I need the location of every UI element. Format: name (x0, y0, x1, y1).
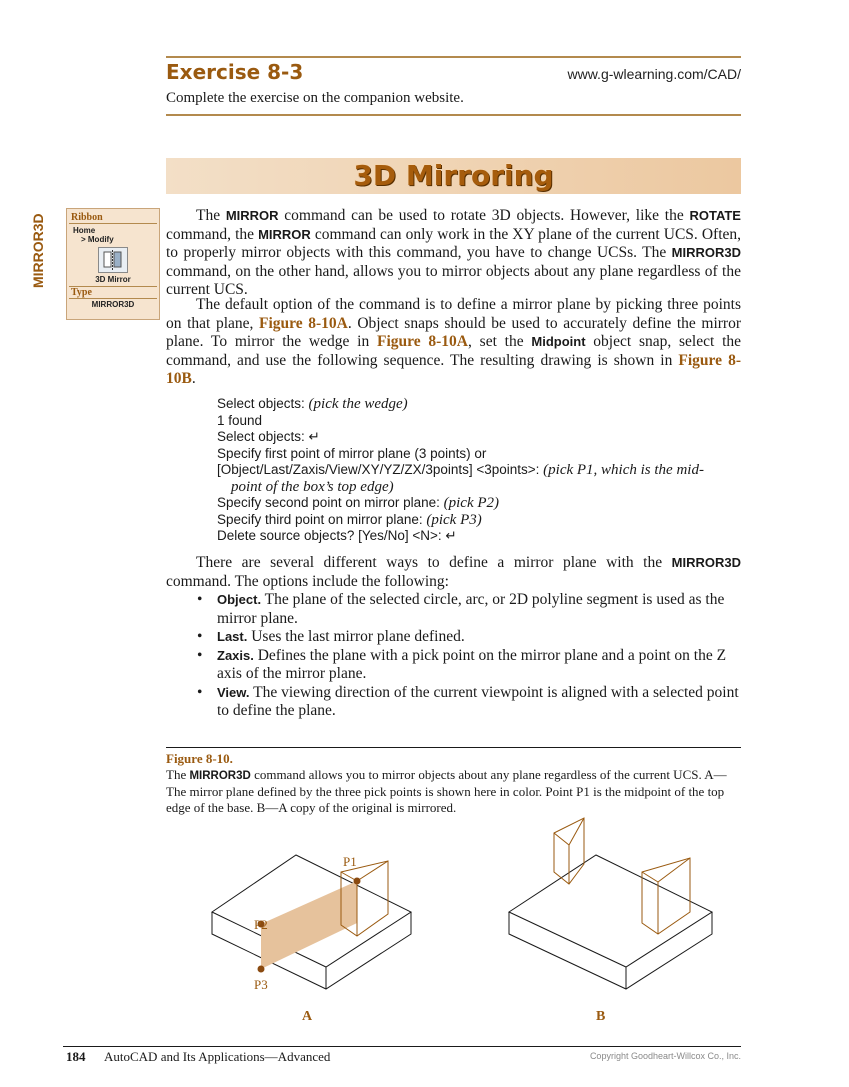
figure-b-mirrored-wedge (554, 818, 584, 884)
figure-caption-text: The MIRROR3D command allows you to mirror objects about any plane regardless of the current UCS. A—The mirror plane defined by the three pick points is shown here in color. Point P1 is the midpoint of the top edge of the base. B—A copy of the original is mirrored. (166, 767, 727, 815)
book-title: AutoCAD and Its Applications—Advanced (104, 1049, 331, 1064)
ribbon-reference-box (66, 208, 160, 320)
paragraph-mirror-intro: The MIRROR command can be used to rotate 3D objects. However, like the ROTATE command, the MIRROR command can only work in the XY plane of the current UCS. Often, to properly mirror objects with this command, you have to change UCSs. The MIRROR3D command, on the other hand, allows you to mirror objects about any plane regardless of the current UCS. (166, 207, 742, 298)
sequence-line: point of the box’s top edge) (231, 478, 394, 495)
command-sequence (217, 396, 741, 545)
command-midpoint: Midpoint (531, 334, 586, 349)
command-rotate: ROTATE (689, 208, 741, 223)
list-item: • View. The viewing direction of the current viewpoint is aligned with a selected point to define the plane. (192, 684, 741, 721)
exercise-bottom-rule (166, 114, 741, 116)
command-mirror: MIRROR (225, 208, 279, 223)
options-list (192, 591, 741, 721)
figure-b-original-wedge (642, 858, 690, 934)
figure-reference-link[interactable]: Figure 8-10A (259, 314, 348, 332)
sequence-line: Select objects: (pick the wedge) (217, 396, 408, 412)
figure-title: Figure 8-10. (166, 751, 233, 766)
mirror3d-icon[interactable] (98, 247, 128, 273)
section-banner (166, 158, 741, 194)
label-b: B (596, 1009, 606, 1024)
figure-reference-link[interactable]: Figure 8-10A (377, 333, 469, 350)
paragraph-default-option: The default option of the command is to define a mirror plane by picking three points on that plane, Figure 8-10A. Object snaps should be used to accurately define the mirror plane. To mirror the wedge in Figure 8-10A, set the Midpoint object snap, select the command, and use the following sequence. The resulting drawing is shown in Figure 8-10B. (166, 296, 742, 387)
label-p2: P2 (254, 917, 268, 932)
sequence-line: Specify third point on mirror plane: (pick P3) (217, 511, 482, 528)
label-p1: P1 (343, 854, 357, 869)
type-heading: Type (71, 287, 92, 298)
figure-top-rule (166, 747, 741, 748)
type-command: MIRROR3D (91, 300, 135, 309)
figure-drawing (166, 812, 741, 1027)
sequence-line: Delete source objects? [Yes/No] <N>: ↵ (217, 528, 457, 543)
ribbon-path-modify: > Modify (81, 235, 114, 244)
page-number: 184 (66, 1049, 86, 1064)
copyright-notice: Copyright Goodheart-Willcox Co., Inc. (589, 1051, 741, 1061)
list-item: • Object. The plane of the selected circle, arc, or 2D polyline segment is used as the mirror plane. (192, 591, 741, 628)
sequence-line: [Object/Last/Zaxis/View/XY/YZ/ZX/3points] <3points>: (pick P1, which is the mid- (217, 462, 704, 478)
label-p3: P3 (254, 977, 268, 992)
figure-caption (166, 751, 741, 816)
footer-rule (63, 1046, 741, 1047)
ribbon-path-home: Home (73, 226, 96, 235)
exercise-title: Exercise 8-3 (166, 60, 304, 84)
section-title: 3D Mirroring (353, 159, 554, 192)
figure-reference-link[interactable]: Figure 8-10B (166, 351, 741, 387)
paragraph-options-intro: There are several different ways to define a mirror plane with the MIRROR3D command. The options include the following: (166, 554, 741, 590)
sequence-line: Specify second point on mirror plane: (pick P2) (217, 495, 500, 511)
command-mirror3d: MIRROR3D (671, 245, 741, 260)
exercise-description: Complete the exercise on the companion website. (166, 90, 464, 106)
sidebar-vertical-label (30, 208, 46, 288)
label-a: A (302, 1009, 313, 1024)
list-item: • Zaxis. Defines the plane with a pick point on the mirror plane and a point on the Z axis of the mirror plane. (192, 647, 741, 684)
pick-point-p1 (354, 878, 361, 885)
ribbon-heading: Ribbon (71, 212, 103, 223)
pick-point-p3 (258, 966, 265, 973)
figure-b-box (509, 855, 712, 989)
vertical-command-label: MIRROR3D (30, 213, 46, 288)
exercise-top-rule (166, 56, 741, 58)
sequence-line: 1 found (217, 412, 263, 428)
command-mirror: MIRROR (258, 226, 311, 242)
exercise-url-link[interactable]: www.g-wlearning.com/CAD/ (567, 66, 741, 82)
ribbon-button-label: 3D Mirror (95, 275, 131, 284)
command-mirror3d: MIRROR3D (671, 555, 741, 570)
sequence-line: Select objects: ↵ (217, 429, 320, 444)
list-item: • Last. Uses the last mirror plane defined. (192, 628, 741, 647)
sequence-line: Specify first point of mirror plane (3 points) or (217, 445, 487, 461)
